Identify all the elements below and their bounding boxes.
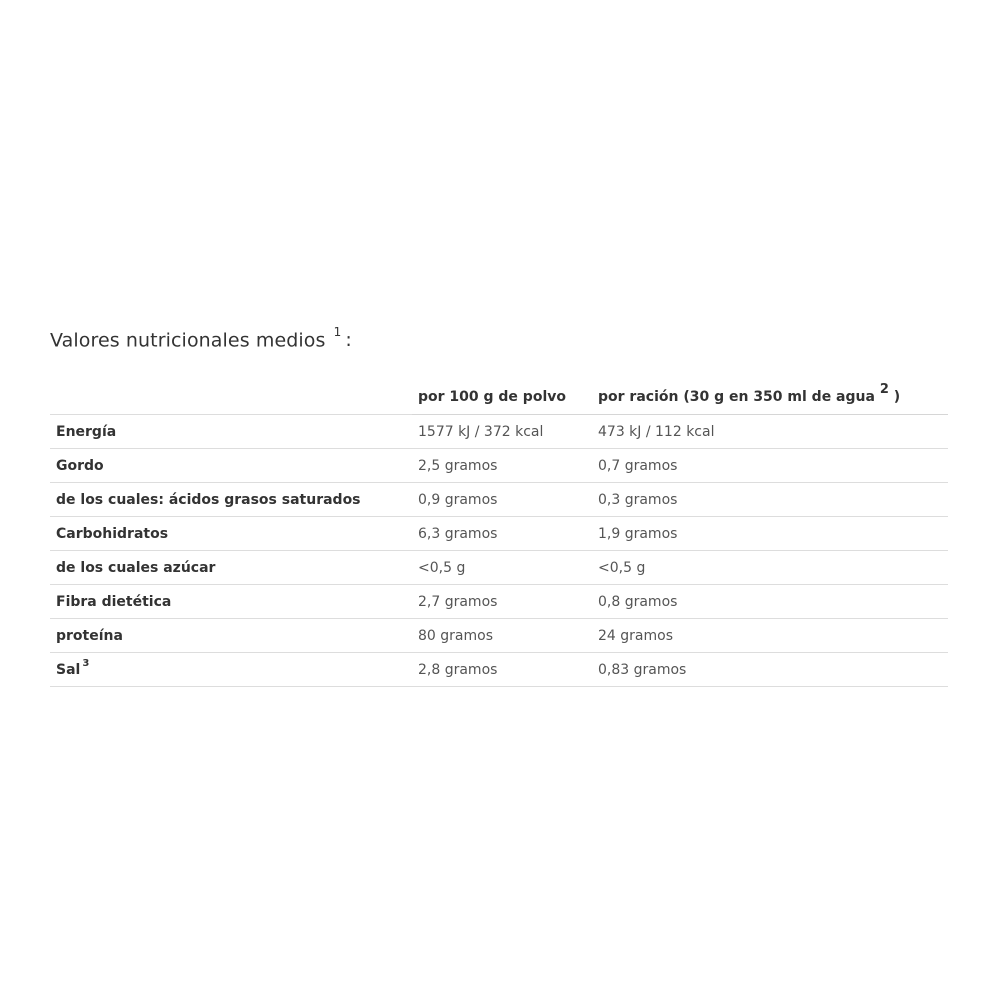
nutrient-label: Gordo xyxy=(56,457,104,474)
table-row xyxy=(50,619,948,653)
value-per-serving: 0,8 gramos xyxy=(592,585,948,619)
value-per-100g: 0,9 gramos xyxy=(412,483,592,517)
nutrient-label-cell xyxy=(50,619,412,653)
value-per-100g: 2,5 gramos xyxy=(412,449,592,483)
table-row xyxy=(50,585,948,619)
value-per-serving: 1,9 gramos xyxy=(592,517,948,551)
table-row xyxy=(50,483,948,517)
title-colon: : xyxy=(345,329,352,352)
value-per-serving: 24 gramos xyxy=(592,619,948,653)
nutrient-label-cell xyxy=(50,449,412,483)
value-per-serving: 0,83 gramos xyxy=(592,653,948,687)
nutrition-table xyxy=(50,380,948,687)
value-per-100g: <0,5 g xyxy=(412,551,592,585)
nutrition-table-body xyxy=(50,415,948,687)
nutrient-label: Fibra dietética xyxy=(56,593,172,610)
nutrition-title xyxy=(50,324,352,352)
value-per-serving: 0,3 gramos xyxy=(592,483,948,517)
nutrient-label: de los cuales: ácidos grasos saturados xyxy=(56,491,361,508)
header-per-serving-text: por ración (30 g en 350 ml de agua xyxy=(598,389,875,405)
value-per-serving: <0,5 g xyxy=(592,551,948,585)
header-per-serving-close: ) xyxy=(893,389,901,405)
nutrient-label-cell xyxy=(50,415,412,449)
value-per-100g: 1577 kJ / 372 kcal xyxy=(412,415,592,449)
value-per-100g: 2,7 gramos xyxy=(412,585,592,619)
nutrient-label: Energía xyxy=(56,423,117,440)
table-row xyxy=(50,449,948,483)
nutrition-title-text: Valores nutricionales medios xyxy=(50,329,326,352)
nutrient-label-cell xyxy=(50,585,412,619)
value-per-serving: 473 kJ / 112 kcal xyxy=(592,415,948,449)
nutrition-table-header xyxy=(50,380,948,415)
header-per-100g: por 100 g de polvo xyxy=(412,380,592,415)
nutrient-label-cell xyxy=(50,653,412,687)
table-row xyxy=(50,653,948,687)
value-per-serving: 0,7 gramos xyxy=(592,449,948,483)
value-per-100g: 2,8 gramos xyxy=(412,653,592,687)
table-row xyxy=(50,551,948,585)
header-per-serving xyxy=(592,380,948,415)
nutrient-label: Sal xyxy=(56,661,81,678)
nutrient-label-cell xyxy=(50,517,412,551)
nutrient-label: de los cuales azúcar xyxy=(56,559,216,576)
nutrient-label-cell xyxy=(50,551,412,585)
header-row xyxy=(50,380,948,415)
nutrient-footnote-marker: 3 xyxy=(82,657,90,669)
nutrient-label: proteína xyxy=(56,627,123,644)
title-footnote-marker: 1 xyxy=(333,324,342,339)
nutrient-label-cell xyxy=(50,483,412,517)
header-empty-cell xyxy=(50,380,412,415)
value-per-100g: 6,3 gramos xyxy=(412,517,592,551)
nutrient-label: Carbohidratos xyxy=(56,525,169,542)
table-row xyxy=(50,415,948,449)
value-per-100g: 80 gramos xyxy=(412,619,592,653)
serving-footnote-marker: 2 xyxy=(879,382,889,398)
table-row xyxy=(50,517,948,551)
